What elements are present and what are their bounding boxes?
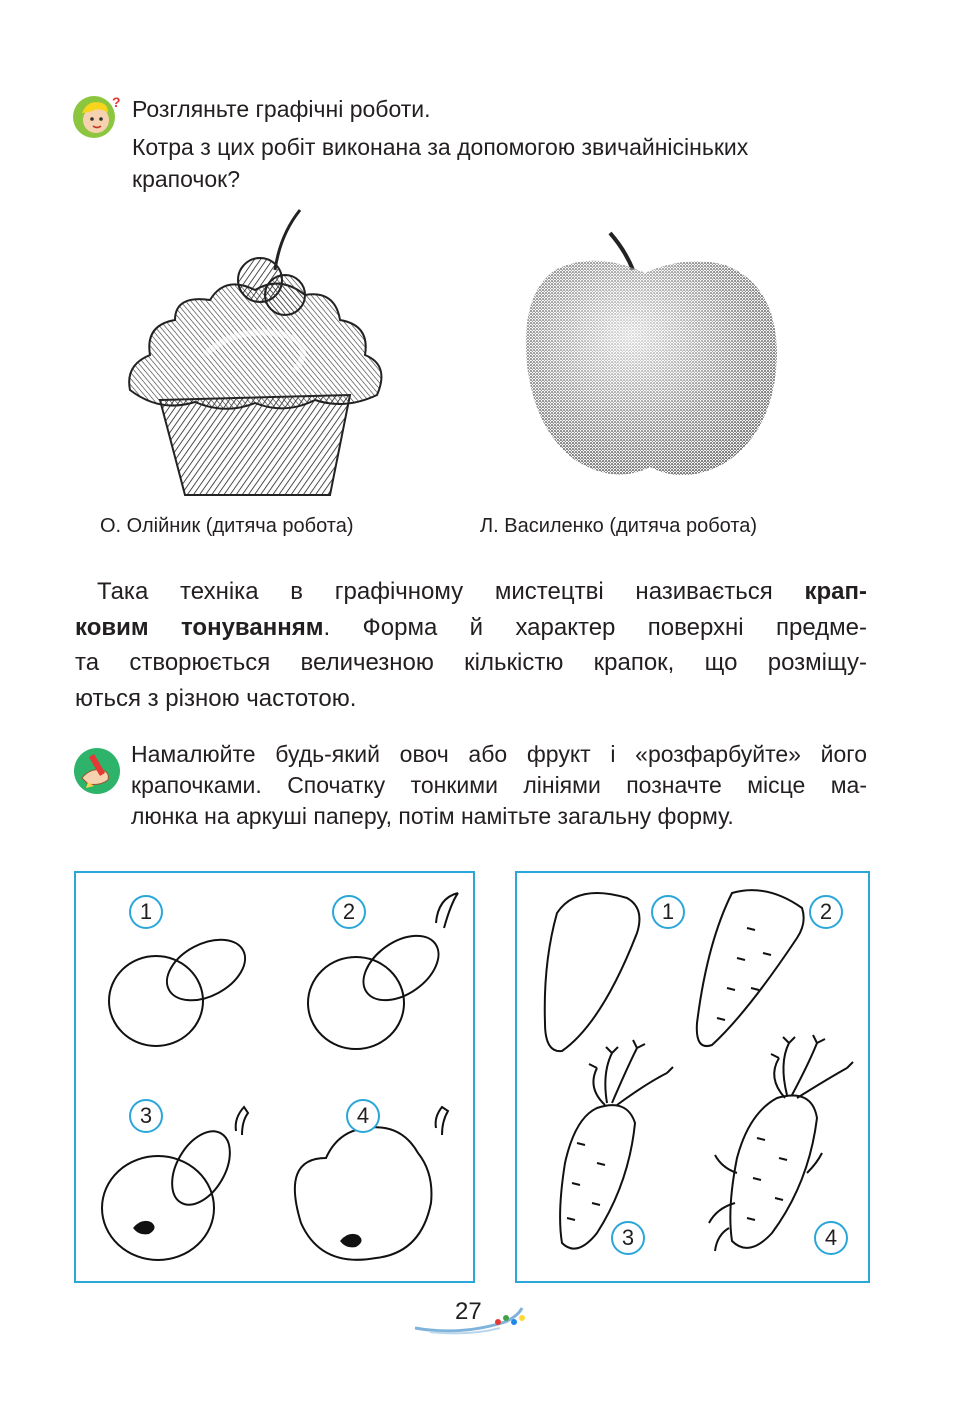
paragraph-line-1: Така техніка в графічному мистецтві називається крап- (97, 578, 867, 605)
pear-seed-icon (131, 1218, 161, 1238)
hand-with-pencil-icon (72, 746, 122, 796)
carrot-steps-panel (515, 871, 870, 1283)
task-line-1: Намалюйте будь-який овоч або фрукт і «розфарбуйте» його (131, 741, 867, 767)
paragraph-line-4: ються з різною частотою. (75, 684, 357, 712)
pear-step-3-badge: 3 (129, 1099, 163, 1133)
pear-step-4-badge: 4 (346, 1099, 380, 1133)
task-line-2: крапочками. Спочатку тонкими лініями позначте місце ма- (131, 772, 867, 798)
carrot-steps-drawing (517, 873, 867, 1280)
artwork-caption-1: О. Олійник (дитяча робота) (100, 515, 354, 537)
carrot-step-2-badge: 2 (809, 895, 843, 929)
apple-drawing-image (485, 205, 805, 495)
paragraph-line-3: та створюється величезною кількістю крапок, що розміщу- (75, 649, 867, 676)
carrot-step-3-badge: 3 (611, 1221, 645, 1255)
instruction-text: Розгляньте графічні роботи. (132, 96, 431, 122)
pear-seed-icon (338, 1231, 368, 1251)
carrot-step-1-badge: 1 (651, 895, 685, 929)
paragraph-line-2: ковим тонуванням. Форма й характер поверхні предме- (75, 613, 867, 641)
artwork-caption-2: Л. Василенко (дитяча робота) (480, 515, 758, 537)
task-text (131, 739, 867, 832)
question-line-1: Котра з цих робіт виконана за допомогою звичайнісіньких (132, 134, 749, 160)
pear-step-1-badge: 1 (129, 895, 163, 929)
pear-steps-panel (74, 871, 475, 1283)
carrot-step-4-badge: 4 (814, 1221, 848, 1255)
svg-text:?: ? (112, 94, 121, 110)
question-line-2: крапочок? (132, 166, 241, 192)
pear-step-2-badge: 2 (332, 895, 366, 929)
technique-paragraph (75, 574, 867, 716)
child-face-question-icon (72, 93, 122, 141)
task-line-3: люнка на аркуші паперу, потім намітьте загальну форму. (131, 803, 734, 829)
question-text (132, 131, 872, 195)
cupcake-drawing-image (115, 205, 400, 500)
page-number: 27 (455, 1298, 482, 1325)
